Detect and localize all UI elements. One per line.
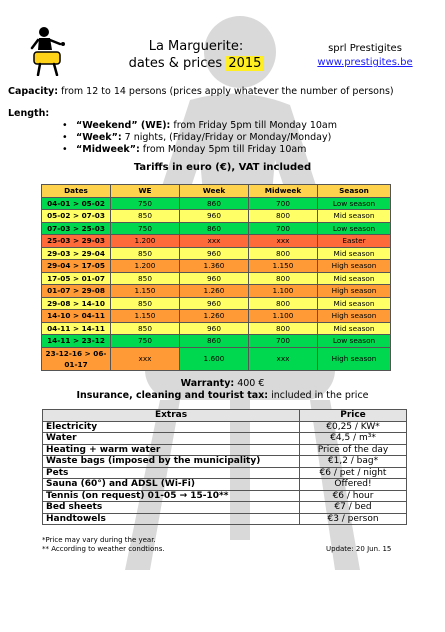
website-link[interactable]: www.prestigites.be [317, 57, 413, 68]
title-line-1: La Marguerite: [148, 39, 244, 54]
length-item-weekend [62, 120, 337, 132]
cell-season: Mid season [318, 322, 391, 335]
capacity-text: from 12 to 14 persons (prices apply whatever the number of persons) [58, 86, 394, 97]
cell-midweek: 700 [249, 197, 318, 210]
cell-week: xxx [180, 235, 249, 248]
extra-price: Offered! [300, 479, 407, 491]
cell-dates: 29-03 > 29-04 [42, 247, 111, 260]
table-row [42, 272, 391, 285]
extra-name: Pets [43, 467, 300, 479]
cell-week: 960 [180, 210, 249, 223]
title-text: dates & prices [128, 56, 223, 71]
cell-dates: 25-03 > 29-03 [42, 235, 111, 248]
cell-we: 1.200 [111, 235, 180, 248]
table-row [42, 222, 391, 235]
cell-dates: 14-10 > 04-11 [42, 310, 111, 323]
column-header-midweek: Midweek [249, 185, 318, 198]
cell-midweek: 800 [249, 272, 318, 285]
cell-we: 750 [111, 197, 180, 210]
cell-midweek: 700 [249, 335, 318, 348]
column-header-week: Week [180, 185, 249, 198]
length-text: from Monday 5pm till Friday 10am [139, 144, 307, 155]
column-header-season: Season [318, 185, 391, 198]
cell-midweek: 800 [249, 210, 318, 223]
tariffs-table [41, 184, 391, 371]
extras-header-row [43, 410, 407, 422]
tariffs-heading: Tariffs in euro (€), VAT included [133, 162, 312, 173]
table-row [42, 347, 391, 370]
cell-season: Low season [318, 197, 391, 210]
company-name: sprl Prestigites [328, 43, 402, 54]
table-row [43, 421, 407, 433]
extra-name: Heating + warm water [43, 444, 300, 456]
cell-we: xxx [111, 347, 180, 370]
footnote-price: *Price may vary during the year. [42, 536, 156, 544]
cell-dates: 01-07 > 29-08 [42, 285, 111, 298]
table-row [42, 297, 391, 310]
cell-season: Mid season [318, 272, 391, 285]
cell-season: High season [318, 260, 391, 273]
cell-dates: 05-02 > 07-03 [42, 210, 111, 223]
company-block [300, 42, 430, 70]
extra-name: Bed sheets [43, 502, 300, 514]
table-row [42, 310, 391, 323]
table-row [43, 467, 407, 479]
footnotes [42, 536, 165, 554]
cell-season: Easter [318, 235, 391, 248]
extra-name: Sauna (60°) and ADSL (Wi-Fi) [43, 479, 300, 491]
table-row [42, 335, 391, 348]
cell-week: 1.360 [180, 260, 249, 273]
length-text: from Friday 5pm till Monday 10am [170, 120, 338, 131]
cell-we: 850 [111, 247, 180, 260]
insurance-text: included in the price [268, 390, 369, 401]
cell-week: 860 [180, 222, 249, 235]
cell-week: 860 [180, 335, 249, 348]
length-term: “Midweek”: [76, 144, 140, 155]
table-row [43, 490, 407, 502]
cell-week: 960 [180, 272, 249, 285]
cell-midweek: 1.150 [249, 260, 318, 273]
extra-price: €1,2 / bag* [300, 456, 407, 468]
cell-midweek: 800 [249, 297, 318, 310]
cell-we: 1.150 [111, 285, 180, 298]
table-row [42, 322, 391, 335]
cell-week: 860 [180, 197, 249, 210]
cell-week: 960 [180, 297, 249, 310]
insurance-line [0, 390, 445, 401]
cell-week: 960 [180, 322, 249, 335]
table-row [42, 210, 391, 223]
table-row [42, 197, 391, 210]
cell-week: 1.600 [180, 347, 249, 370]
table-row [42, 235, 391, 248]
page-title [106, 38, 286, 72]
insurance-label: Insurance, cleaning and tourist tax: [76, 390, 269, 401]
length-text: 7 nights, (Friday/Friday or Monday/Monday) [121, 132, 332, 143]
cell-we: 1.150 [111, 310, 180, 323]
cell-midweek: 800 [249, 322, 318, 335]
cell-season: High season [318, 310, 391, 323]
cell-season: Mid season [318, 247, 391, 260]
table-row [42, 285, 391, 298]
cell-midweek: 1.100 [249, 285, 318, 298]
cell-week: 1.260 [180, 285, 249, 298]
cell-midweek: 700 [249, 222, 318, 235]
table-row [43, 479, 407, 491]
extra-name: Handtowels [43, 513, 300, 525]
footnote-weather: ** According to weather condtions. [42, 545, 165, 553]
table-row [42, 260, 391, 273]
cell-midweek: xxx [249, 235, 318, 248]
cell-dates: 04-11 > 14-11 [42, 322, 111, 335]
table-row [43, 513, 407, 525]
cell-season: Low season [318, 335, 391, 348]
cell-dates: 29-04 > 17-05 [42, 260, 111, 273]
logo-image [30, 26, 72, 76]
length-term: “Week”: [76, 132, 122, 143]
extra-price: €7 / bed [300, 502, 407, 514]
capacity-line [8, 86, 394, 97]
extra-name: Tennis (on request) 01-05 → 15-10** [43, 490, 300, 502]
extra-price: €6 / hour [300, 490, 407, 502]
cell-season: Mid season [318, 297, 391, 310]
cell-season: Mid season [318, 210, 391, 223]
tariffs-header-row [42, 185, 391, 198]
warranty-label: Warranty: [180, 378, 235, 389]
title-line-2 [106, 55, 286, 72]
extra-name: Electricity [43, 421, 300, 433]
cell-season: High season [318, 285, 391, 298]
cell-we: 850 [111, 322, 180, 335]
cell-week: 1.260 [180, 310, 249, 323]
cell-dates: 14-11 > 23-12 [42, 335, 111, 348]
cell-dates: 17-05 > 01-07 [42, 272, 111, 285]
cell-dates: 29-08 > 14-10 [42, 297, 111, 310]
column-header-extras: Extras [43, 410, 300, 422]
update-date: Update: 20 Jun. 15 [326, 545, 392, 553]
capacity-label: Capacity: [8, 86, 59, 97]
column-header-price: Price [300, 410, 407, 422]
warranty-line [0, 378, 445, 389]
extra-price: €3 / person [300, 513, 407, 525]
cell-we: 850 [111, 297, 180, 310]
cell-dates: 04-01 > 05-02 [42, 197, 111, 210]
cell-dates: 23-12-16 > 06-01-17 [42, 347, 111, 370]
length-label: Length: [8, 108, 50, 119]
length-list [62, 120, 337, 156]
cell-we: 850 [111, 272, 180, 285]
cell-dates: 07-03 > 25-03 [42, 222, 111, 235]
cell-week: 960 [180, 247, 249, 260]
cell-we: 850 [111, 210, 180, 223]
column-header-dates: Dates [42, 185, 111, 198]
table-row [42, 247, 391, 260]
cell-season: Low season [318, 222, 391, 235]
extra-price: €4,5 / m³* [300, 433, 407, 445]
cell-we: 1.200 [111, 260, 180, 273]
table-row [43, 444, 407, 456]
cell-season: High season [318, 347, 391, 370]
title-year: 2015 [228, 56, 262, 71]
cell-midweek: xxx [249, 347, 318, 370]
table-row [43, 456, 407, 468]
warranty-value: 400 € [234, 378, 265, 389]
cell-we: 750 [111, 222, 180, 235]
cell-midweek: 1.100 [249, 310, 318, 323]
cell-midweek: 800 [249, 247, 318, 260]
table-row [43, 433, 407, 445]
extra-name: Water [43, 433, 300, 445]
length-item-week [62, 132, 337, 144]
extra-price: Price of the day [300, 444, 407, 456]
extras-table [42, 409, 407, 525]
extra-name: Waste bags (imposed by the municipality) [43, 456, 300, 468]
length-item-midweek [62, 144, 337, 156]
extra-price: €0,25 / KW* [300, 421, 407, 433]
table-row [43, 502, 407, 514]
cell-we: 750 [111, 335, 180, 348]
column-header-we: WE [111, 185, 180, 198]
extra-price: €6 / pet / night [300, 467, 407, 479]
length-term: “Weekend” (WE): [76, 120, 171, 131]
